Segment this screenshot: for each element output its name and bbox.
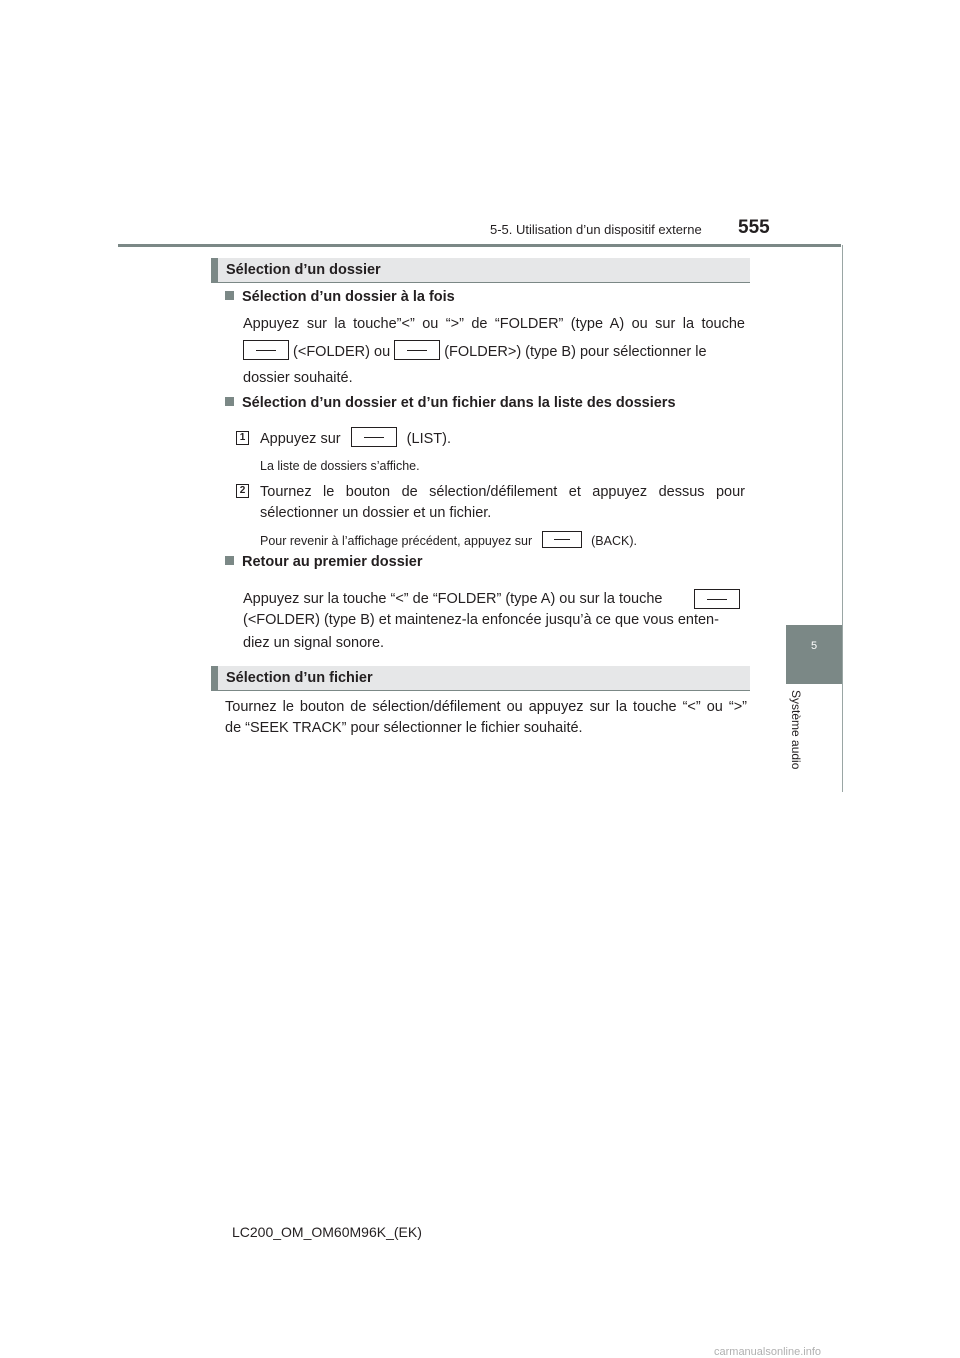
step-number-1: 1	[236, 431, 249, 445]
paragraph-line: dossier souhaité.	[243, 370, 353, 386]
watermark: carmanualsonline.info	[714, 1346, 822, 1358]
side-tab-line	[842, 245, 843, 792]
square-bullet-icon	[225, 397, 234, 406]
chapter-tab	[786, 625, 842, 684]
button-caption: (<FOLDER) ou	[293, 344, 391, 360]
section-heading-file-text: Sélection d’un fichier	[226, 670, 373, 686]
subheading-return-first-folder	[225, 554, 423, 570]
square-bullet-icon	[225, 556, 234, 565]
square-bullet-icon	[225, 291, 234, 300]
step-2-text: Tournez le bouton de sélection/défilement et appuyez dessus pour	[260, 484, 745, 500]
step-2-text: sélectionner un dossier et un fichier.	[260, 505, 492, 521]
paragraph-line-with-buttons	[243, 339, 745, 365]
paragraph-line: de “SEEK TRACK” pour sélectionner le fichier souhaité.	[225, 720, 583, 736]
folder-next-button-icon	[394, 340, 440, 360]
subheading-folder-one-at-a-time	[225, 289, 455, 305]
section-heading-folder-text: Sélection d’un dossier	[226, 262, 381, 278]
subheading-text: Retour au premier dossier	[242, 554, 423, 570]
back-button-icon	[542, 531, 582, 548]
subheading-text: Sélection d’un dossier et d’un fichier dans la liste des dossiers	[242, 395, 676, 411]
subheading-folder-and-file-list	[225, 395, 676, 411]
chapter-number: 5	[810, 640, 818, 652]
section-heading-file	[211, 666, 750, 691]
folder-prev-button-icon	[243, 340, 289, 360]
step-2-note	[260, 531, 637, 548]
step-1-note: La liste de dossiers s’affiche.	[260, 459, 420, 473]
step-number-2: 2	[236, 484, 249, 498]
list-button-icon	[351, 427, 397, 447]
paragraph-line: diez un signal sonore.	[243, 635, 385, 651]
paragraph-line: Appuyez sur la touche”<” ou “>” de “FOLDER” (type A) ou sur la touche	[243, 316, 745, 332]
step-text: Appuyez sur	[260, 431, 341, 447]
folder-prev-button-icon	[694, 589, 740, 609]
paragraph-text: Appuyez sur la touche “<” de “FOLDER” (type A) ou sur la touche	[243, 591, 663, 607]
subheading-text: Sélection d’un dossier à la fois	[242, 289, 455, 305]
footer-doc-code: LC200_OM_OM60M96K_(EK)	[232, 1224, 422, 1240]
step-text: (LIST).	[406, 431, 451, 447]
note-text: (BACK).	[591, 534, 637, 548]
button-caption: (FOLDER>) (type B) pour sélectionner le	[444, 344, 707, 360]
chapter-title: Système audio	[789, 690, 803, 770]
paragraph-line: Tournez le bouton de sélection/défilement ou appuyez sur la touche “<” ou “>”	[225, 699, 747, 715]
step-1-text	[260, 426, 451, 452]
note-text: Pour revenir à l’affichage précédent, appuyez sur	[260, 534, 533, 548]
paragraph-line: (<FOLDER) (type B) et maintenez-la enfoncée jusqu’à ce que vous enten-	[243, 612, 719, 628]
header-section-title: 5-5. Utilisation d’un dispositif externe	[490, 222, 702, 237]
header-rule	[118, 244, 841, 247]
page-number: 555	[738, 217, 770, 238]
section-heading-folder	[211, 258, 750, 283]
